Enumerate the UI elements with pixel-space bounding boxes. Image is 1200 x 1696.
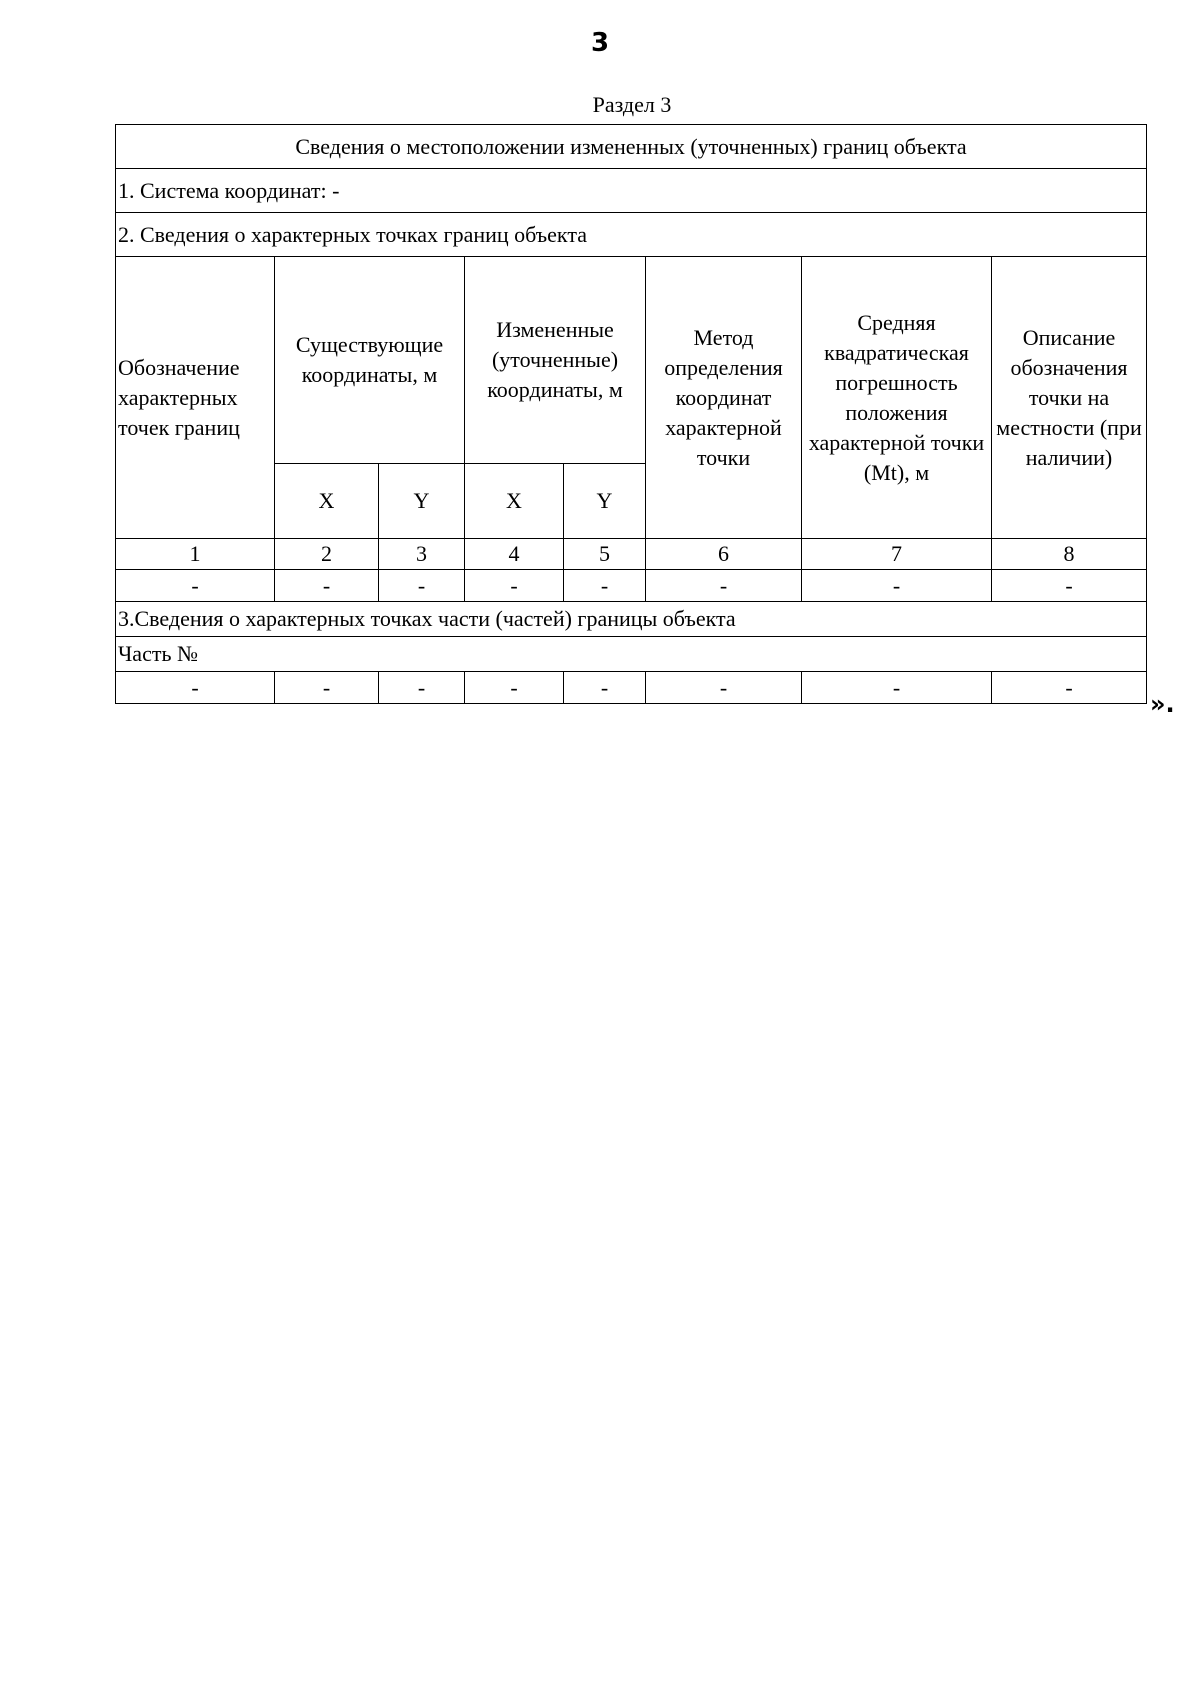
table-cell: - — [379, 672, 465, 704]
column-number: 2 — [275, 539, 379, 570]
points-heading: 2. Сведения о характерных точках границ объекта — [116, 213, 1147, 257]
parts-data-row — [116, 672, 1147, 704]
table-cell: - — [802, 570, 992, 602]
header-x-changed: X — [465, 464, 564, 539]
table-cell: - — [646, 672, 802, 704]
table-cell: - — [564, 672, 646, 704]
header-row — [116, 257, 1147, 464]
table-title: Сведения о местоположении измененных (уточненных) границ объекта — [116, 125, 1147, 169]
table-cell: - — [275, 570, 379, 602]
coordinate-system: 1. Система координат: - — [116, 169, 1147, 213]
parts-heading-row — [116, 602, 1147, 637]
table-cell: - — [992, 570, 1147, 602]
part-label: Часть № — [116, 637, 1147, 672]
parts-heading: 3.Сведения о характерных точках части (частей) границы объекта — [116, 602, 1147, 637]
page-number: 3 — [590, 28, 610, 58]
closing-quote: ». — [1150, 690, 1175, 718]
header-error: Средняя квадратическая погрешность положения характерной точки (Mt), м — [802, 257, 992, 539]
table-cell: - — [992, 672, 1147, 704]
table-cell: - — [116, 672, 275, 704]
header-existing-coords: Существующие координаты, м — [275, 257, 465, 464]
table-cell: - — [465, 672, 564, 704]
column-number: 8 — [992, 539, 1147, 570]
header-description: Описание обозначения точки на местности (при наличии) — [992, 257, 1147, 539]
table-cell: - — [646, 570, 802, 602]
table-cell: - — [116, 570, 275, 602]
column-number: 1 — [116, 539, 275, 570]
header-designation: Обозначение характерных точек границ — [116, 257, 275, 539]
table-cell: - — [564, 570, 646, 602]
coordinate-system-row — [116, 169, 1147, 213]
column-number: 3 — [379, 539, 465, 570]
table-cell: - — [802, 672, 992, 704]
part-label-row — [116, 637, 1147, 672]
section-title: Раздел 3 — [592, 92, 672, 117]
table-title-row — [116, 125, 1147, 169]
column-number: 7 — [802, 539, 992, 570]
header-y-changed: Y — [564, 464, 646, 539]
points-heading-row — [116, 213, 1147, 257]
table-cell: - — [275, 672, 379, 704]
table-cell: - — [465, 570, 564, 602]
header-y-existing: Y — [379, 464, 465, 539]
column-number: 6 — [646, 539, 802, 570]
table-cell: - — [379, 570, 465, 602]
header-changed-coords: Измененные (уточненные) координаты, м — [465, 257, 646, 464]
column-number: 4 — [465, 539, 564, 570]
points-data-row — [116, 570, 1147, 602]
header-x-existing: X — [275, 464, 379, 539]
column-numbers-row — [116, 539, 1147, 570]
boundary-table — [115, 124, 1147, 704]
column-number: 5 — [564, 539, 646, 570]
header-method: Метод определения координат характерной точки — [646, 257, 802, 539]
